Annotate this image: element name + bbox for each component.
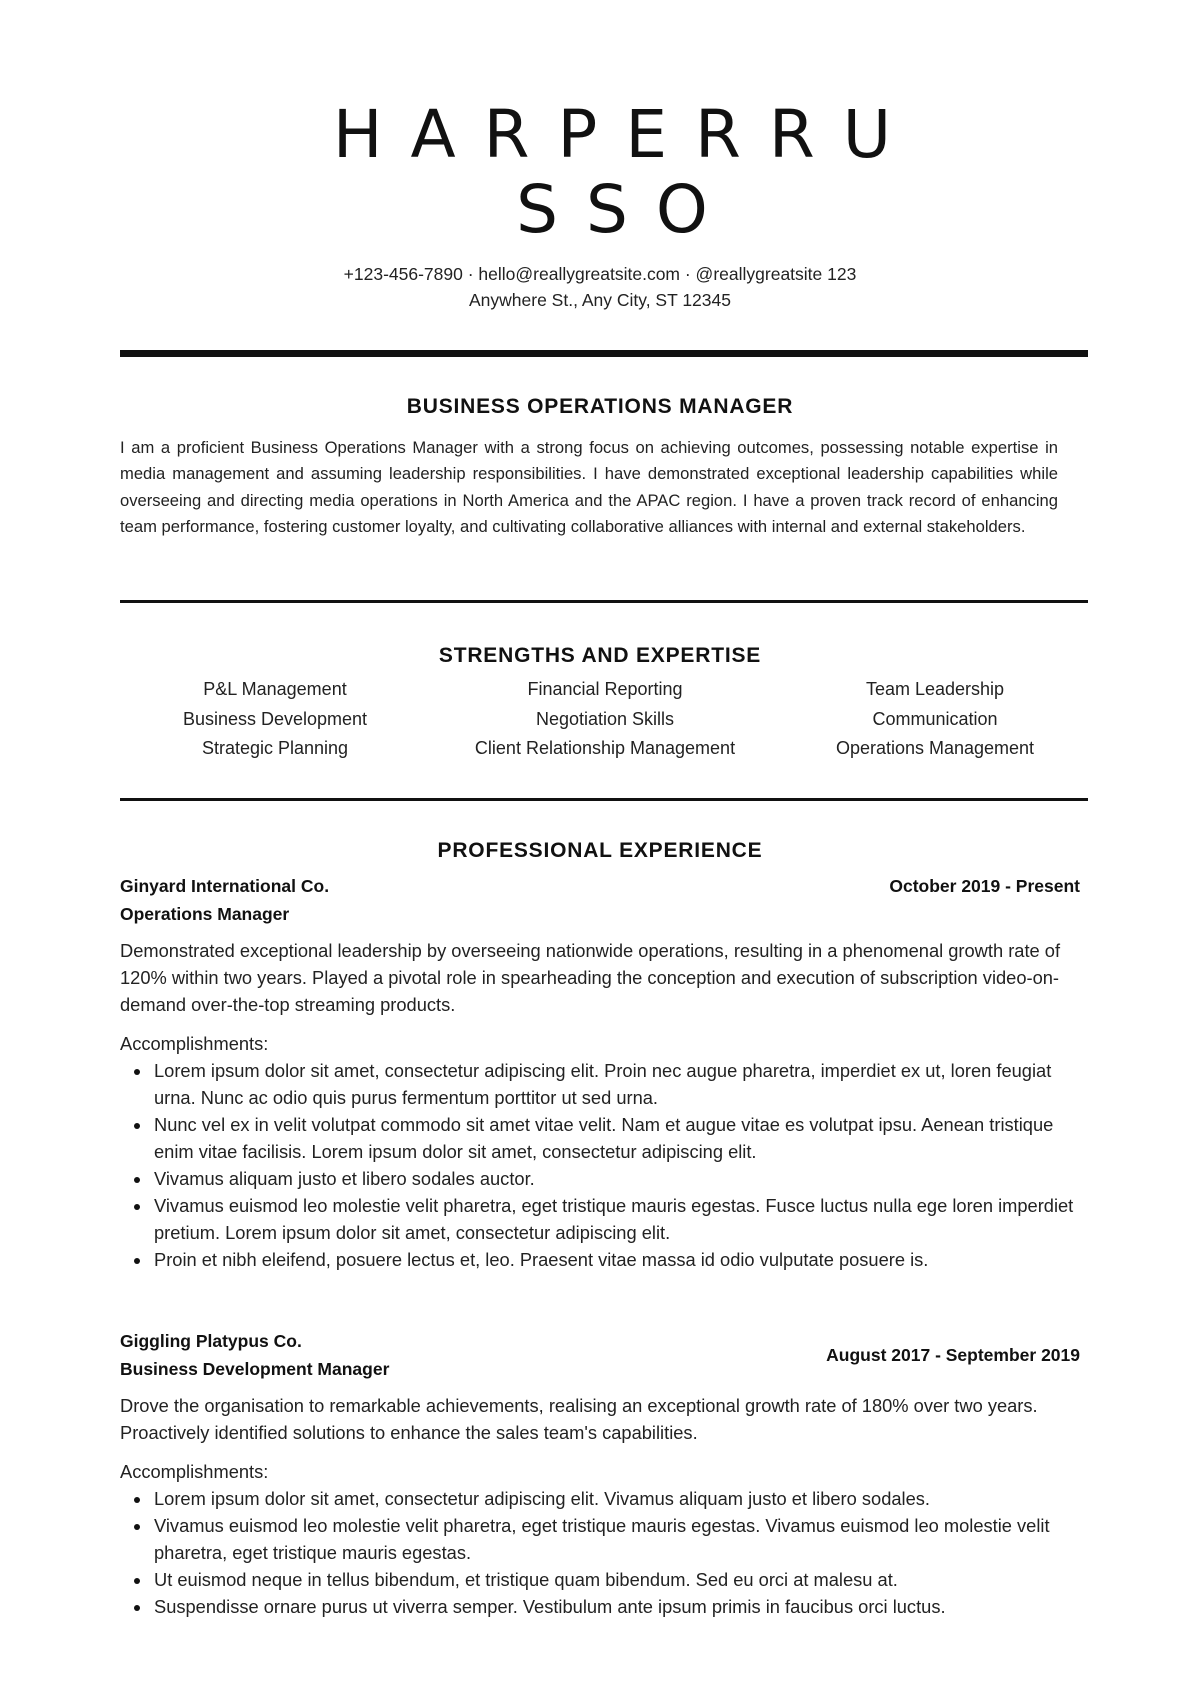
skill-item: Team Leadership <box>865 679 1005 699</box>
experience-title: PROFESSIONAL EXPERIENCE <box>437 839 763 862</box>
list-item <box>120 1512 1080 1566</box>
header-divider <box>120 350 1088 357</box>
list-item <box>120 1593 1080 1620</box>
accomplishments-list <box>120 1485 1080 1620</box>
accomplishment-text: Vivamus euismod leo molestie velit pharetra, eget tristique mauris egestas. Fusce luctus nulla ege loren imperdiet pretium. Lorem ipsum dolor sit amet, consectetur adipiscing elit. <box>154 1195 1074 1243</box>
name-heading-line-2: SSO <box>516 171 736 248</box>
job-description: Demonstrated exceptional leadership by overseeing nationwide operations, resulting in a phenomenal growth rate of 120% within two years. Played a pivotal role in spearheading the conception and execution of subscription video-on-demand over-the-top streaming products. <box>120 940 1061 1015</box>
strengths-grid <box>110 680 1100 769</box>
skill-item: Operations Management <box>835 738 1035 758</box>
skill-item: Financial Reporting <box>527 679 683 699</box>
accomplishment-text: Vivamus euismod leo molestie velit pharetra, eget tristique mauris egestas. Vivamus euismod leo molestie velit pharetra, eget tristique mauris egestas. <box>154 1515 1050 1563</box>
accomplishment-text: Proin et nibh eleifend, posuere lectus et, leo. Praesent vitae massa id odio vulputate posuere is. <box>154 1249 929 1270</box>
skill-item: Negotiation Skills <box>535 708 675 729</box>
accomplishments-list <box>120 1057 1080 1273</box>
bullet-icon <box>134 1497 140 1503</box>
list-item <box>120 1246 1080 1273</box>
list-item <box>120 1566 1080 1593</box>
address: Anywhere St., Any City, ST 12345 <box>469 290 731 310</box>
job-company: Ginyard International Co. <box>120 876 330 896</box>
job-company: Giggling Platypus Co. <box>120 1331 302 1351</box>
bullet-icon <box>134 1578 140 1584</box>
job-role: Operations Manager <box>120 903 290 924</box>
job-dates: October 2019 - Present <box>889 876 1080 896</box>
list-item <box>120 1485 1080 1512</box>
section-divider <box>120 798 1088 801</box>
accomplishments-label: Accomplishments: <box>120 1033 269 1054</box>
accomplishment-text: Ut euismod neque in tellus bibendum, et tristique quam bibendum. Sed eu orci at malesu at. <box>154 1569 898 1590</box>
bullet-icon <box>134 1258 140 1264</box>
bullet-icon <box>134 1204 140 1210</box>
section-divider <box>120 600 1088 603</box>
job-entry <box>120 1333 1080 1620</box>
accomplishment-text: Lorem ipsum dolor sit amet, consectetur adipiscing elit. Proin nec augue pharetra, imperdiet ex ut, loren feugiat urna. Nunc ac odio quis purus fermentum porttitor ut sed urna. <box>154 1060 1052 1108</box>
list-item <box>120 1165 1080 1192</box>
job-description: Drove the organisation to remarkable achievements, realising an exceptional growth rate of 180% over two years. Proactively identified solutions to enhance the sales team's capabilities. <box>120 1395 1038 1443</box>
summary-title: BUSINESS OPERATIONS MANAGER <box>406 395 794 418</box>
list-item <box>120 1192 1080 1246</box>
accomplishment-text: Lorem ipsum dolor sit amet, consectetur adipiscing elit. Vivamus aliquam justo et libero sodales. <box>154 1488 930 1509</box>
name-heading-line-1: HARPERRU <box>332 96 920 173</box>
bullet-icon <box>134 1177 140 1183</box>
strengths-title: STRENGTHS AND EXPERTISE <box>438 644 762 667</box>
job-entry <box>120 878 1080 1273</box>
accomplishments-label: Accomplishments: <box>120 1461 269 1482</box>
skill-item: Business Development <box>182 708 368 729</box>
job-role: Business Development Manager <box>120 1358 390 1379</box>
skill-item: P&L Management <box>203 679 347 699</box>
bullet-icon <box>134 1123 140 1129</box>
list-item <box>120 1111 1080 1165</box>
accomplishment-text: Suspendisse ornare purus ut viverra semper. Vestibulum ante ipsum primis in faucibus orci luctus. <box>154 1596 946 1617</box>
list-item <box>120 1057 1080 1111</box>
job-dates: August 2017 - September 2019 <box>826 1345 1080 1365</box>
bullet-icon <box>134 1605 140 1611</box>
skill-item: Strategic Planning <box>201 738 349 758</box>
accomplishment-text: Nunc vel ex in velit volutpat commodo sit amet vitae velit. Nam et augue vitae es volutpat ipsu. Aenean tristique enim vitae facilisis. Lorem ipsum dolor sit amet, consectetur adipiscing elit. <box>154 1114 1054 1162</box>
summary-text: I am a proficient Business Operations Manager with a strong focus on achieving outcomes, possessing notable expertise in media management and assuming leadership responsibilities. I have demonstrated exceptional leadership capabilities while overseeing and directing media operations in North America and the APAC region. I have a proven track record of enhancing team performance, fostering customer loyalty, and cultivating collaborative alliances with internal and external stakeholders. <box>120 438 1058 537</box>
skill-item: Client Relationship Management <box>474 738 736 758</box>
bullet-icon <box>134 1069 140 1075</box>
accomplishment-text: Vivamus aliquam justo et libero sodales auctor. <box>154 1168 535 1189</box>
bullet-icon <box>134 1524 140 1530</box>
skill-item: Communication <box>872 708 998 729</box>
contact-info: +123-456-7890 · hello@reallygreatsite.com · @reallygreatsite 123 <box>343 264 857 284</box>
